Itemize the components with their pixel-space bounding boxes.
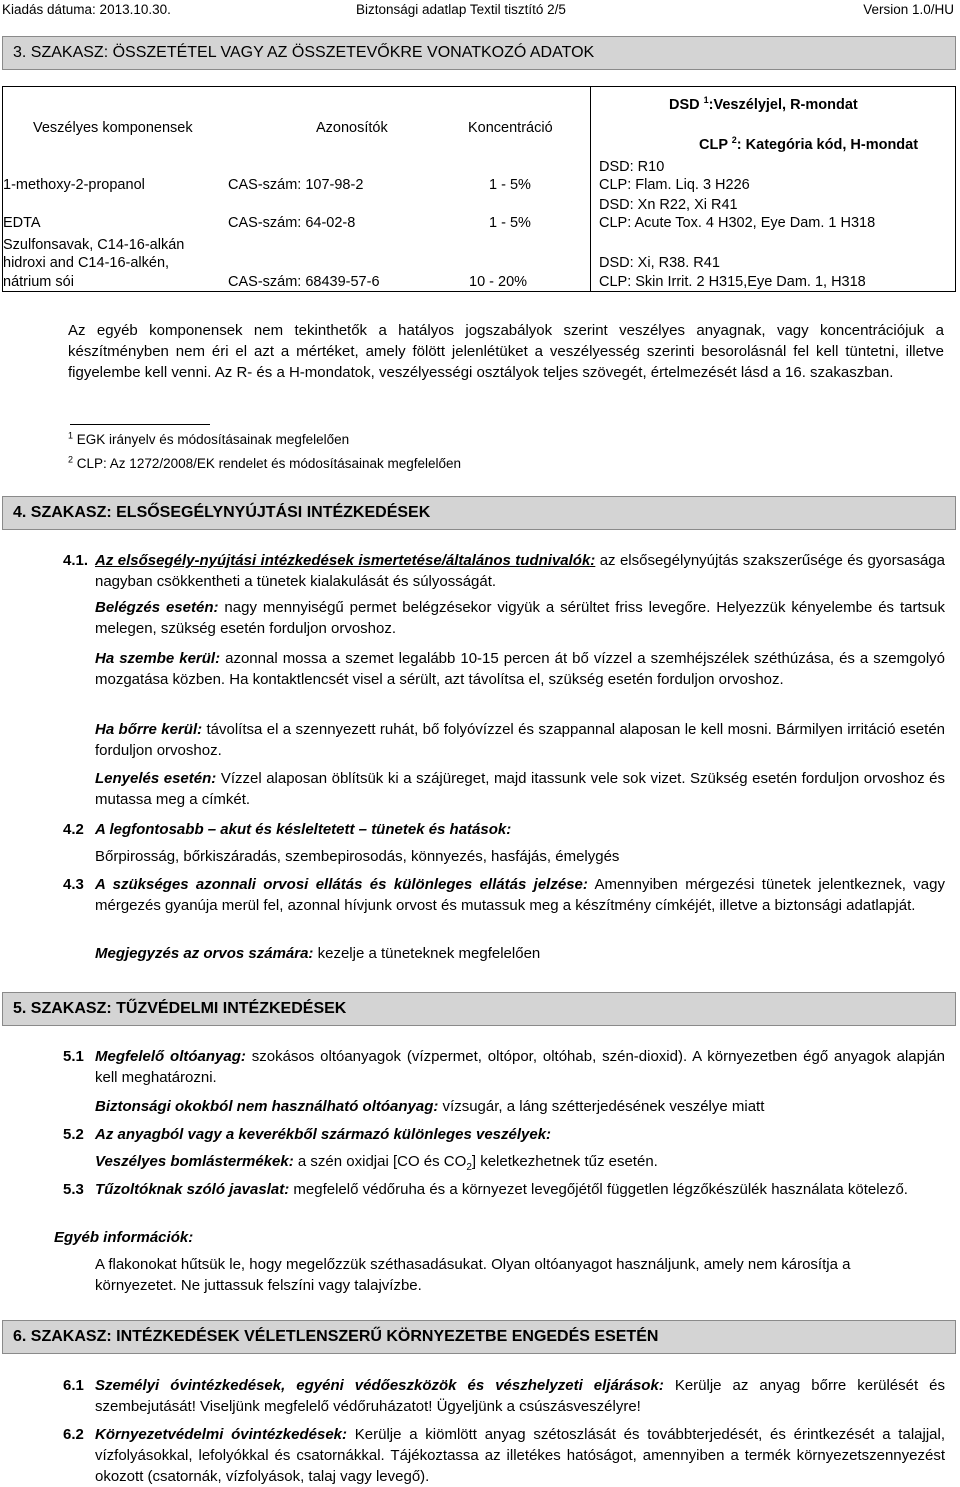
first-aid-general: Az elsősegély-nyújtási intézkedések ismertetése/általános tudnivalók: az elsősegélynyújtás szakszerűsége és gyorsasága nagyban csökkentheti a tünetek kialakulását és súlyosságát. xyxy=(95,552,945,590)
component-name: nátrium sói xyxy=(3,274,74,290)
medical-attention: A szükséges azonnali orvosi ellátás és különleges ellátás jelzése: Amennyiben mérgezési tünetek jelentkeznek, vagy mérgezés gyanúja merül fel, azonnal hívjunk orvost és mutassuk meg a készítmény címkéjét, illetve a biztonsági adatlapját. xyxy=(95,876,945,914)
other-info-text: A flakonokat hűtsük le, hogy megelőzzük széthasadásukat. Olyan oltóanyagot használjunk, amely nem károsítja a környezetet. Ne juttassuk felszíni vagy talajvízbe. xyxy=(95,1256,851,1294)
num-5-3: 5.3 xyxy=(63,1181,84,1198)
footnote-1: $^1$ EGK irányelv és módosításainak megfelelően xyxy=(68,430,350,447)
document-title: Biztonsági adatlap Textil tisztító 2/5 xyxy=(356,2,566,17)
section-3-header: 3. SZAKASZ: ÖSSZETÉTEL VAGY AZ ÖSSZETEVŐKRE VONATKOZÓ ADATOK xyxy=(2,36,956,70)
unsuitable-media: Biztonsági okokból nem használható oltóanyag: vízsugár, a láng szétterjedésének veszélye miatt xyxy=(95,1098,765,1115)
extinguishing-media: Megfelelő oltóanyag: szokásos oltóanyagok (vízpermet, oltópor, oltóhab, szén-dioxid). A környezetben égő anyagok alapján kell meghatározni. xyxy=(95,1048,945,1086)
firefighter-advice: Tűzoltóknak szóló javaslat: megfelelő védőruha és a környezet levegőjétől független légzőkészülék használata kötelező. xyxy=(95,1181,908,1198)
dsd-classification: DSD: R10 xyxy=(599,159,665,175)
symptoms-heading: A legfontosabb – akut és késleltetett – tünetek és hatások: xyxy=(95,821,512,838)
concentration: 1 - 5% xyxy=(489,177,531,193)
num-4-3: 4.3 xyxy=(63,876,84,893)
symptoms-text: Bőrpirosság, bőrkiszáradás, szembepirosodás, könnyezés, hasfájás, émelygés xyxy=(95,848,620,865)
clp-classification: CLP: Skin Irrit. 2 H315,Eye Dam. 1, H318 xyxy=(599,274,866,290)
component-name: hidroxi and C14-16-alkén, xyxy=(3,255,170,271)
footnote-2: $^2$ CLP: Az 1272/2008/EK rendelet és módosításainak megfelelően xyxy=(68,454,462,471)
clp-classification: CLP: Acute Tox. 4 H302, Eye Dam. 1 H318 xyxy=(599,215,876,231)
issue-date: Kiadás dátuma: 2013.10.30. xyxy=(2,2,171,17)
col-header-components: Veszélyes komponensek xyxy=(33,120,193,136)
composition-table xyxy=(2,86,956,292)
num-6-1: 6.1 xyxy=(63,1377,84,1394)
composition-note: Az egyéb komponensek nem tekinthetők a hatályos jogszabályok szerint veszélyes anyagnak, vagy koncentrációjuk a készítményben nem éri el azt a mértéket, amely fölött jelenlétüket a veszélyesség szerinti besorolásnál fel kell tüntetni, illetve figyelembe kell venni. Az R- és a H-mondatok, veszélyességi osztályok teljes szövegét, értelmezését lásd a 16. szakaszban. xyxy=(68,322,944,381)
concentration: 1 - 5% xyxy=(489,215,531,231)
col-header-concentration: Koncentráció xyxy=(468,120,553,136)
component-name: Szulfonsavak, C14-16-alkán xyxy=(3,237,185,253)
num-5-1: 5.1 xyxy=(63,1048,84,1065)
inhalation: Belégzés esetén: nagy mennyiségű permet belégzésekor vigyük a sérültet friss levegőre. Helyezzük kényelembe és tartsuk melegen, szükség esetén forduljon orvoshoz. xyxy=(95,599,945,637)
num-6-2: 6.2 xyxy=(63,1426,84,1443)
concentration: 10 - 20% xyxy=(469,274,528,290)
note-to-physician: Megjegyzés az orvos számára: kezelje a tüneteknek megfelelően xyxy=(95,945,541,962)
dsd-classification: DSD: Xn R22, Xi R41 xyxy=(599,197,738,213)
personal-precautions: Személyi óvintézkedések, egyéni védőeszközök és vészhelyzeti eljárások: Kerülje az anyag bőrre kerülését és szembejutását! Viseljünk megfelelő védőruházatot! Ügyeljünk a csúszásveszélyre! xyxy=(95,1377,945,1415)
special-hazards-heading: Az anyagból vagy a keverékből származó különleges veszélyek: xyxy=(95,1126,552,1143)
cas-number: CAS-szám: 64-02-8 xyxy=(228,215,356,231)
environmental-precautions: Környezetvédelmi óvintézkedések: Kerülje a kiömlött anyag szétoszlását és továbbterjedését, és érintkezését a talajjal, vízfolyásokkal, lefolyókkal és csatornákkal. Tájékoztassa az illetékes hatóságot, amennyiben a termék környezetszennyezést okozott (csatornák, vízfolyások, talaj vagy levegő). xyxy=(95,1426,945,1485)
col-header-identifiers: Azonosítók xyxy=(316,120,388,136)
section-5-header: 5. SZAKASZ: TŰZVÉDELMI INTÉZKEDÉSEK xyxy=(2,992,956,1026)
component-name: 1-methoxy-2-propanol xyxy=(3,177,145,193)
other-info-heading: Egyéb információk: xyxy=(54,1229,194,1246)
eye-contact: Ha szembe kerül: azonnal mossa a szemet legalább 10-15 percen át bő vízzel a szemhéjszélek széthúzása, és a szemgolyó mozgatása közben. Ha kontaktlencsét visel a sérült, azt távolítsa el, szükség esetén forduljon orvoshoz. xyxy=(95,650,945,688)
num-4-2: 4.2 xyxy=(63,821,84,838)
clp-classification: CLP: Flam. Liq. 3 H226 xyxy=(599,177,750,193)
col-header-dsd: DSD $^1$:Veszélyjel, R-mondat xyxy=(669,95,858,113)
decomposition-products: Veszélyes bomlástermékek: a szén oxidjai [CO és $CO_2$] keletkezhetnek tűz esetén. xyxy=(95,1153,658,1173)
version: Version 1.0/HU xyxy=(863,2,954,17)
section-6-header: 6. SZAKASZ: INTÉZKEDÉSEK VÉLETLENSZERŰ KÖRNYEZETBE ENGEDÉS ESETÉN xyxy=(2,1320,956,1354)
skin-contact: Ha bőrre kerül: távolítsa el a szennyezett ruhát, bő folyóvízzel és szappannal alaposan le kell mosni. Bármilyen irritáció esetén forduljon orvoshoz. xyxy=(95,721,946,759)
component-name: EDTA xyxy=(3,215,41,231)
ingestion: Lenyelés esetén: Vízzel alaposan öblítsük ki a szájüreget, majd itassunk vele sok vizet. Szükség esetén forduljon orvoshoz és mutassa meg a címkét. xyxy=(95,770,945,808)
cas-number: CAS-szám: 107-98-2 xyxy=(228,177,364,193)
section-4-header: 4. SZAKASZ: ELSŐSEGÉLYNYÚJTÁSI INTÉZKEDÉSEK xyxy=(2,496,956,530)
footnote-separator xyxy=(70,424,210,425)
cas-number: CAS-szám: 68439-57-6 xyxy=(228,274,380,290)
dsd-classification: DSD: Xi, R38. R41 xyxy=(599,255,720,271)
num-4-1: 4.1. xyxy=(63,552,89,569)
num-5-2: 5.2 xyxy=(63,1126,84,1143)
col-header-clp: CLP $^2$: Kategória kód, H-mondat xyxy=(699,135,919,153)
